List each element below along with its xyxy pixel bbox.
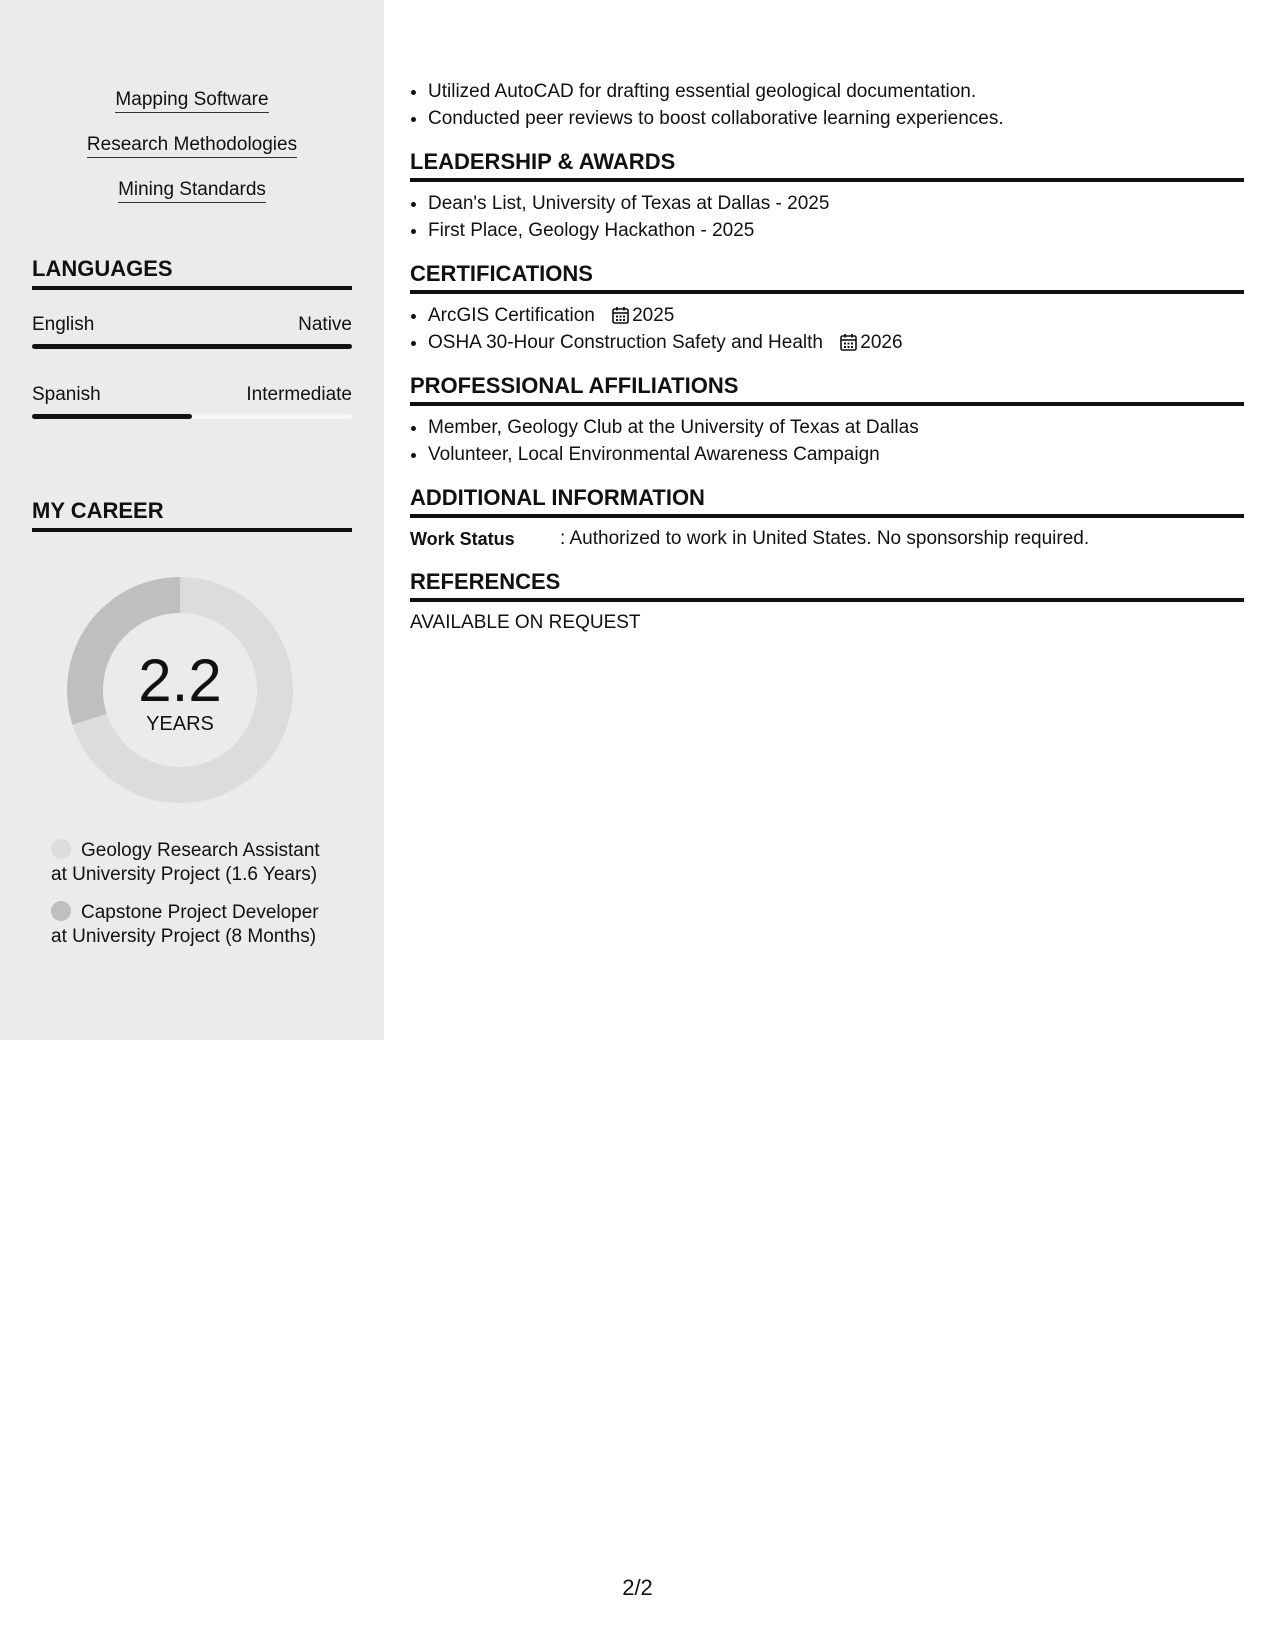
skill-tag: Mapping Software [0,88,384,112]
career-donut-chart [67,577,293,803]
certifications-list [410,302,1244,356]
additional-info-heading: ADDITIONAL INFORMATION [410,484,1244,518]
career-legend-item: Geology Research Assistant at University Project (1.6 Years) [51,840,320,885]
experience-list [410,78,1244,132]
work-status-value: : Authorized to work in United States. No sponsorship required. [560,528,1090,549]
language-proficiency-bar [32,414,352,419]
language-name: English [32,314,95,335]
career-total: 2.2 [138,647,222,714]
language-row [32,383,352,407]
references-heading: REFERENCES [410,568,1244,602]
language-level: Intermediate [246,384,352,405]
skill-tag: Research Methodologies [0,133,384,157]
career-unit: YEARS [146,713,214,735]
language-proficiency-fill [32,344,352,349]
language-row [32,313,352,337]
career-legend-item: Capstone Project Developer at University Project (8 Months) [51,902,319,947]
list-item: • First Place, Geology Hackathon - 2025 [428,217,1244,244]
references-text: AVAILABLE ON REQUEST [410,612,641,633]
languages-heading: LANGUAGES [32,255,352,290]
certifications-heading: CERTIFICATIONS [410,260,1244,294]
language-proficiency-bar [32,344,352,349]
legend-dot-icon [51,901,71,921]
page-number: 2/2 [622,1575,653,1600]
language-proficiency-fill [32,414,192,419]
affiliations-list [410,414,1244,468]
work-status-row [410,526,1244,552]
legend-dot-icon [51,839,71,859]
list-item: • Dean's List, University of Texas at Dallas - 2025 [428,190,1244,217]
calendar-icon [840,333,857,351]
list-item: • OSHA 30-Hour Construction Safety and Health 2026 [428,329,1244,356]
list-item: • ArcGIS Certification 2025 [428,302,1244,329]
list-item: • Utilized AutoCAD for drafting essential geological documentation. [428,78,1244,105]
skill-tag: Mining Standards [0,178,384,202]
leadership-list [410,190,1244,244]
list-item: • Member, Geology Club at the University of Texas at Dallas [428,414,1244,441]
language-level: Native [298,314,352,335]
list-item: • Conducted peer reviews to boost collaborative learning experiences. [428,105,1244,132]
main-content [410,78,1244,636]
leadership-heading: LEADERSHIP & AWARDS [410,148,1244,182]
calendar-icon [612,306,629,324]
sidebar [0,0,384,1040]
list-item: • Volunteer, Local Environmental Awareness Campaign [428,441,1244,468]
affiliations-heading: PROFESSIONAL AFFILIATIONS [410,372,1244,406]
work-status-label: Work Status [410,529,515,549]
career-heading: MY CAREER [32,497,352,532]
language-name: Spanish [32,384,101,405]
